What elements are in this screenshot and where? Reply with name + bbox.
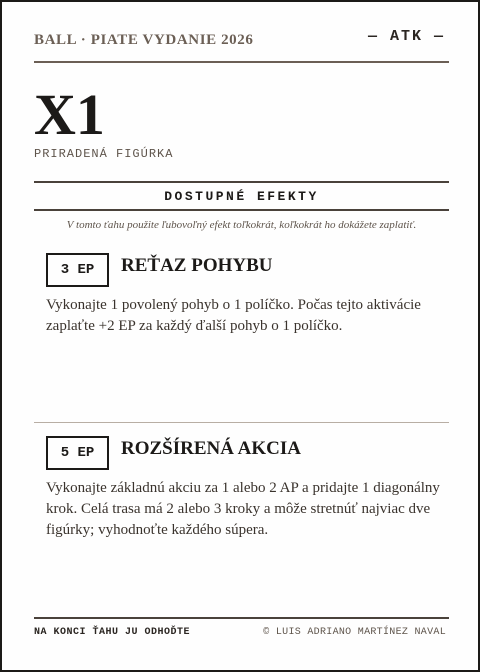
footer-divider: [34, 617, 449, 619]
effect-title: ROZŠÍRENÁ AKCIA: [121, 438, 302, 459]
card-subtitle: PRIRADENÁ FIGÚRKA: [34, 147, 174, 161]
effect-cost-badge: 3 EP: [46, 253, 109, 287]
edition-label: BALL · PIATE VYDANIE 2026: [34, 32, 254, 48]
discard-timing-label: NA KONCI ŤAHU JU ODHOĎTE: [34, 627, 191, 638]
effect-cost-badge: 5 EP: [46, 436, 109, 470]
effects-band: [34, 181, 449, 211]
card-type-badge: — ATK —: [368, 28, 446, 45]
effect-title: REŤAZ POHYBU: [121, 255, 273, 276]
header-divider: [34, 61, 449, 63]
card-id: X1: [34, 82, 105, 147]
effects-instruction: V tomto ťahu použite ľubovoľný efekt toľkokrát, koľkokrát ho dokážete zaplatiť.: [66, 219, 417, 231]
effect-description: Vykonajte základnú akciu za 1 alebo 2 AP a pridajte 1 diagonálny krok. Celá trasa má 2 alebo 3 kroky a môže stretnúť najviac dve figúrky; vyhodnoťte každého súpera.: [46, 480, 440, 538]
effect-description: Vykonajte 1 povolený pohyb o 1 políčko. Počas tejto aktivácie zaplaťte +2 EP za každý ďalší pohyb o 1 políčko.: [46, 297, 421, 334]
effects-band-title: DOSTUPNÉ EFEKTY: [164, 188, 319, 204]
copyright-credit: © LUIS ADRIANO MARTÍNEZ NAVAL: [263, 627, 446, 638]
effect-separator: [34, 422, 449, 423]
